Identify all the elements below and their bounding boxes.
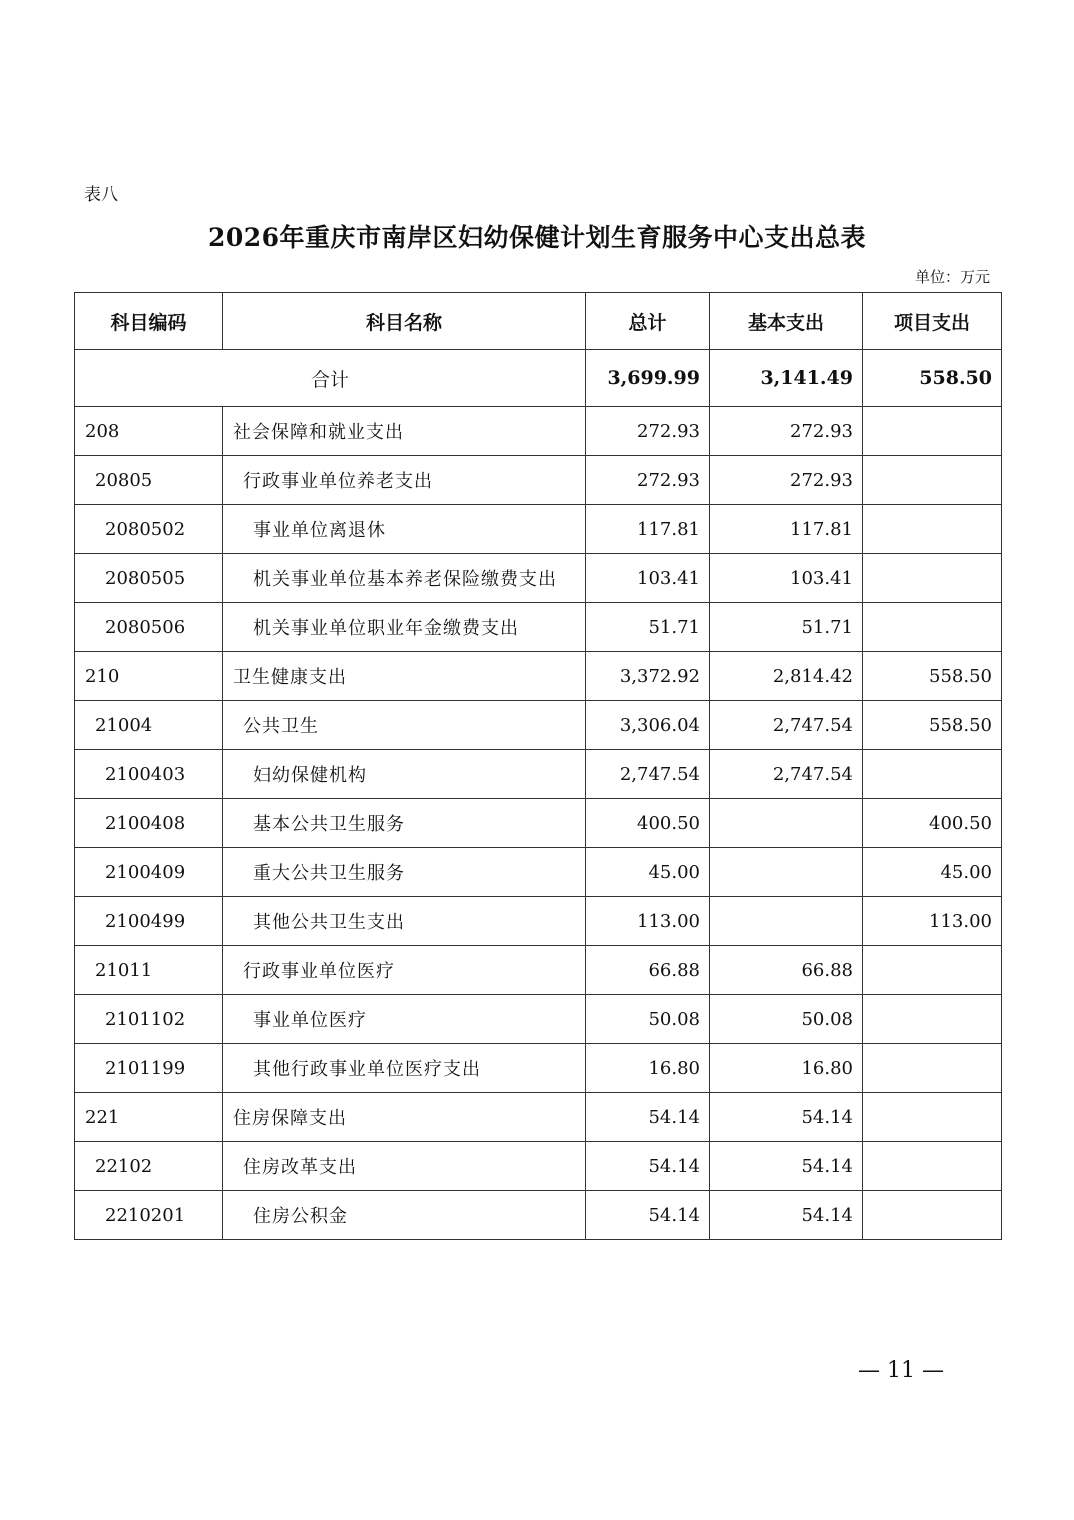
row-basic: 2,747.54 [710, 701, 863, 750]
row-basic: 51.71 [710, 603, 863, 652]
row-total: 54.14 [586, 1093, 710, 1142]
row-name: 住房改革支出 [223, 1142, 586, 1191]
total-basic: 3,141.49 [710, 350, 863, 407]
row-name: 重大公共卫生服务 [223, 848, 586, 897]
row-project [863, 505, 1002, 554]
row-project [863, 750, 1002, 799]
row-total: 103.41 [586, 554, 710, 603]
page-number: — 11 — [858, 1358, 944, 1383]
row-code: 2100499 [75, 897, 223, 946]
table-row [75, 799, 1002, 848]
row-code: 2080502 [75, 505, 223, 554]
row-code: 21004 [75, 701, 223, 750]
row-total: 113.00 [586, 897, 710, 946]
total-project: 558.50 [863, 350, 1002, 407]
row-name: 其他公共卫生支出 [223, 897, 586, 946]
row-total: 2,747.54 [586, 750, 710, 799]
row-name: 事业单位医疗 [223, 995, 586, 1044]
header-name: 科目名称 [223, 293, 586, 350]
row-project: 45.00 [863, 848, 1002, 897]
row-name: 住房公积金 [223, 1191, 586, 1240]
row-total: 45.00 [586, 848, 710, 897]
row-project: 558.50 [863, 701, 1002, 750]
row-basic: 54.14 [710, 1191, 863, 1240]
row-project [863, 554, 1002, 603]
row-basic: 272.93 [710, 456, 863, 505]
row-name: 住房保障支出 [223, 1093, 586, 1142]
row-project [863, 407, 1002, 456]
table-row [75, 1093, 1002, 1142]
table-row [75, 750, 1002, 799]
row-code: 22102 [75, 1142, 223, 1191]
row-code: 210 [75, 652, 223, 701]
row-code: 2101199 [75, 1044, 223, 1093]
table-label: 表八 [84, 185, 118, 205]
row-code: 2080505 [75, 554, 223, 603]
row-project [863, 1142, 1002, 1191]
row-total: 16.80 [586, 1044, 710, 1093]
table-row [75, 848, 1002, 897]
row-code: 2100409 [75, 848, 223, 897]
unit-note: 单位：万元 [914, 268, 990, 286]
row-name: 机关事业单位职业年金缴费支出 [223, 603, 586, 652]
row-total: 54.14 [586, 1142, 710, 1191]
table-row [75, 946, 1002, 995]
row-name: 基本公共卫生服务 [223, 799, 586, 848]
total-row [75, 350, 1002, 407]
row-total: 51.71 [586, 603, 710, 652]
table-row [75, 1142, 1002, 1191]
row-project [863, 995, 1002, 1044]
table-row [75, 505, 1002, 554]
row-total: 50.08 [586, 995, 710, 1044]
row-code: 221 [75, 1093, 223, 1142]
row-name: 其他行政事业单位医疗支出 [223, 1044, 586, 1093]
row-name: 卫生健康支出 [223, 652, 586, 701]
row-basic: 50.08 [710, 995, 863, 1044]
table-row [75, 554, 1002, 603]
expenditure-table [74, 292, 1002, 1240]
row-total: 117.81 [586, 505, 710, 554]
row-total: 272.93 [586, 407, 710, 456]
row-total: 54.14 [586, 1191, 710, 1240]
header-project: 项目支出 [863, 293, 1002, 350]
row-total: 272.93 [586, 456, 710, 505]
table-row [75, 456, 1002, 505]
row-project [863, 456, 1002, 505]
row-name: 妇幼保健机构 [223, 750, 586, 799]
header-total: 总计 [586, 293, 710, 350]
row-basic: 2,814.42 [710, 652, 863, 701]
row-project: 113.00 [863, 897, 1002, 946]
row-code: 21011 [75, 946, 223, 995]
row-project [863, 1093, 1002, 1142]
row-code: 2100403 [75, 750, 223, 799]
row-basic: 54.14 [710, 1142, 863, 1191]
row-total: 3,306.04 [586, 701, 710, 750]
table-row [75, 995, 1002, 1044]
row-basic [710, 897, 863, 946]
row-project [863, 603, 1002, 652]
table-row [75, 1191, 1002, 1240]
row-total: 66.88 [586, 946, 710, 995]
row-code: 2210201 [75, 1191, 223, 1240]
row-code: 2100408 [75, 799, 223, 848]
row-total: 3,372.92 [586, 652, 710, 701]
row-project: 400.50 [863, 799, 1002, 848]
table-row [75, 652, 1002, 701]
table-row [75, 603, 1002, 652]
total-sum: 3,699.99 [586, 350, 710, 407]
header-code: 科目编码 [75, 293, 223, 350]
row-name: 公共卫生 [223, 701, 586, 750]
row-basic: 103.41 [710, 554, 863, 603]
row-basic: 2,747.54 [710, 750, 863, 799]
row-project [863, 1044, 1002, 1093]
row-name: 机关事业单位基本养老保险缴费支出 [223, 554, 586, 603]
row-basic: 272.93 [710, 407, 863, 456]
table-row [75, 897, 1002, 946]
row-code: 2101102 [75, 995, 223, 1044]
row-name: 事业单位离退休 [223, 505, 586, 554]
total-label: 合计 [75, 350, 586, 407]
row-basic [710, 848, 863, 897]
row-basic: 117.81 [710, 505, 863, 554]
row-name: 社会保障和就业支出 [223, 407, 586, 456]
row-code: 2080506 [75, 603, 223, 652]
row-name: 行政事业单位养老支出 [223, 456, 586, 505]
row-project [863, 946, 1002, 995]
row-name: 行政事业单位医疗 [223, 946, 586, 995]
row-basic [710, 799, 863, 848]
row-code: 20805 [75, 456, 223, 505]
header-row [75, 293, 1002, 350]
row-basic: 54.14 [710, 1093, 863, 1142]
row-code: 208 [75, 407, 223, 456]
table-row [75, 701, 1002, 750]
row-project: 558.50 [863, 652, 1002, 701]
table-row [75, 407, 1002, 456]
table-row [75, 1044, 1002, 1093]
row-project [863, 1191, 1002, 1240]
document-title: 2026年重庆市南岸区妇幼保健计划生育服务中心支出总表 [207, 223, 867, 252]
row-total: 400.50 [586, 799, 710, 848]
row-basic: 16.80 [710, 1044, 863, 1093]
row-basic: 66.88 [710, 946, 863, 995]
header-basic: 基本支出 [710, 293, 863, 350]
